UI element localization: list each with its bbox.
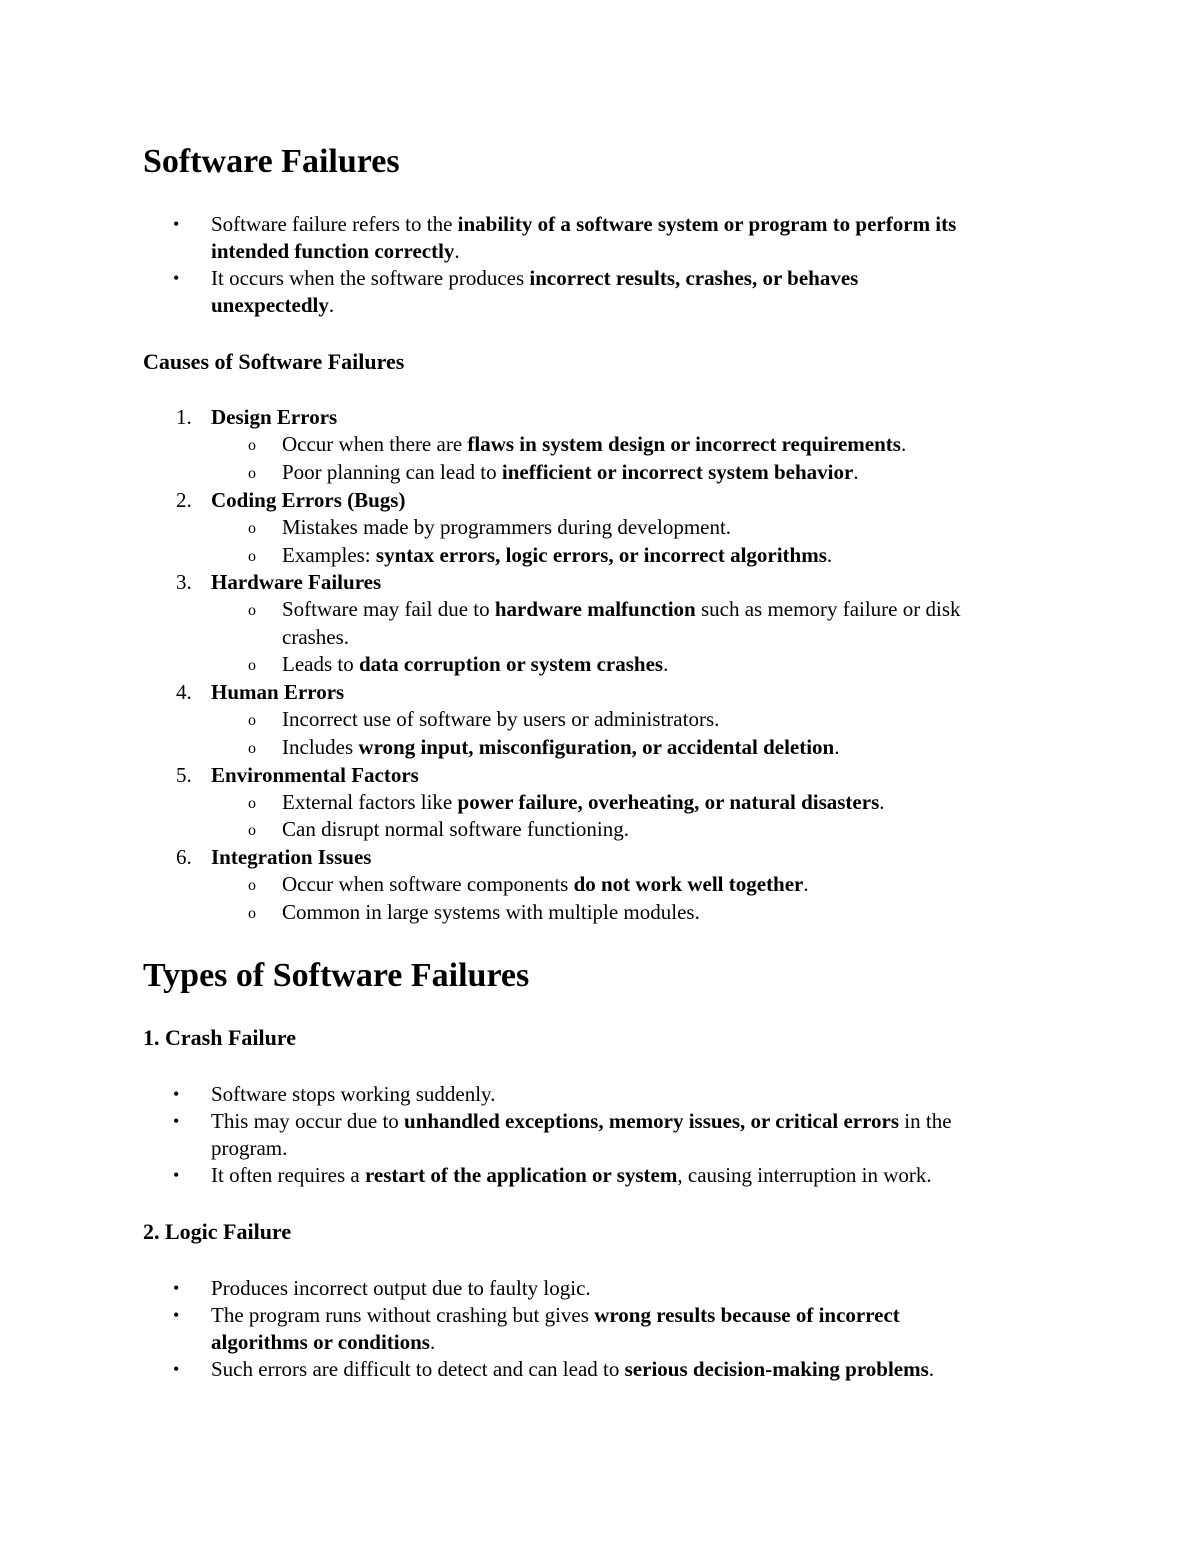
sub-bullet-marker: o (248, 548, 256, 565)
cause-sub-item-continued: crashes. (282, 625, 350, 649)
sub-bullet-marker: o (248, 877, 256, 894)
list-number: 6. (176, 845, 192, 869)
logic-bullet: The program runs without crashing but gives wrong results because of incorrect (211, 1303, 900, 1327)
cause-title: Environmental Factors (211, 763, 419, 787)
bullet-marker: • (173, 1165, 180, 1185)
cause-title: Human Errors (211, 680, 345, 704)
cause-sub-item: Mistakes made by programmers during development. (282, 515, 732, 539)
logic-bullet-continued: algorithms or conditions. (211, 1330, 436, 1354)
cause-title: Integration Issues (211, 845, 372, 869)
list-number: 1. (176, 405, 192, 429)
cause-title: Coding Errors (Bugs) (211, 488, 406, 512)
sub-bullet-marker: o (248, 520, 256, 537)
cause-sub-item: Can disrupt normal software functioning. (282, 817, 630, 841)
intro-line: Software failure refers to the inability of a software system or program to perform its (211, 212, 957, 236)
logic-bullet: Produces incorrect output due to faulty logic. (211, 1276, 591, 1300)
crash-bullet: It often requires a restart of the application or system, causing interruption in work. (211, 1163, 932, 1187)
logic-bullet: Such errors are difficult to detect and can lead to serious decision-making problems. (211, 1357, 935, 1381)
cause-sub-item: Incorrect use of software by users or administrators. (282, 707, 720, 731)
intro-line: intended function correctly. (211, 239, 460, 263)
sub-bullet-marker: o (248, 822, 256, 839)
cause-sub-item: Occur when there are flaws in system design or incorrect requirements. (282, 432, 907, 456)
list-number: 3. (176, 570, 192, 594)
sub-bullet-marker: o (248, 795, 256, 812)
types-heading: Types of Software Failures (143, 957, 530, 994)
cause-sub-item: Occur when software components do not work well together. (282, 872, 809, 896)
bullet-marker: • (173, 1084, 180, 1104)
sub-bullet-marker: o (248, 465, 256, 482)
cause-sub-item: Software may fail due to hardware malfunction such as memory failure or disk (282, 597, 961, 621)
sub-bullet-marker: o (248, 657, 256, 674)
list-number: 5. (176, 763, 192, 787)
cause-sub-item: Common in large systems with multiple modules. (282, 900, 700, 924)
bullet-marker: • (173, 214, 180, 234)
list-number: 2. (176, 488, 192, 512)
list-number: 4. (176, 680, 192, 704)
bullet-marker: • (173, 1111, 180, 1131)
sub-bullet-marker: o (248, 905, 256, 922)
logic-failure-heading: 2. Logic Failure (143, 1219, 292, 1244)
sub-bullet-marker: o (248, 740, 256, 757)
bullet-marker: • (173, 268, 180, 288)
sub-bullet-marker: o (248, 437, 256, 454)
bullet-marker: • (173, 1359, 180, 1379)
sub-bullet-marker: o (248, 602, 256, 619)
cause-sub-item: Poor planning can lead to inefficient or incorrect system behavior. (282, 460, 859, 484)
cause-sub-item: Examples: syntax errors, logic errors, or incorrect algorithms. (282, 543, 833, 567)
cause-sub-item: Includes wrong input, misconfiguration, or accidental deletion. (282, 735, 840, 759)
bullet-marker: • (173, 1278, 180, 1298)
crash-bullet: This may occur due to unhandled exceptions, memory issues, or critical errors in the (211, 1109, 952, 1133)
page-title: Software Failures (143, 143, 400, 180)
cause-sub-item: External factors like power failure, overheating, or natural disasters. (282, 790, 885, 814)
crash-failure-heading: 1. Crash Failure (143, 1025, 296, 1050)
sub-bullet-marker: o (248, 712, 256, 729)
cause-sub-item: Leads to data corruption or system crashes. (282, 652, 669, 676)
intro-line: unexpectedly. (211, 293, 335, 317)
causes-heading: Causes of Software Failures (143, 349, 405, 374)
intro-line: It occurs when the software produces incorrect results, crashes, or behaves (211, 266, 859, 290)
bullet-marker: • (173, 1305, 180, 1325)
cause-title: Design Errors (211, 405, 338, 429)
cause-title: Hardware Failures (211, 570, 382, 594)
crash-bullet-continued: program. (211, 1136, 288, 1160)
crash-bullet: Software stops working suddenly. (211, 1082, 496, 1106)
